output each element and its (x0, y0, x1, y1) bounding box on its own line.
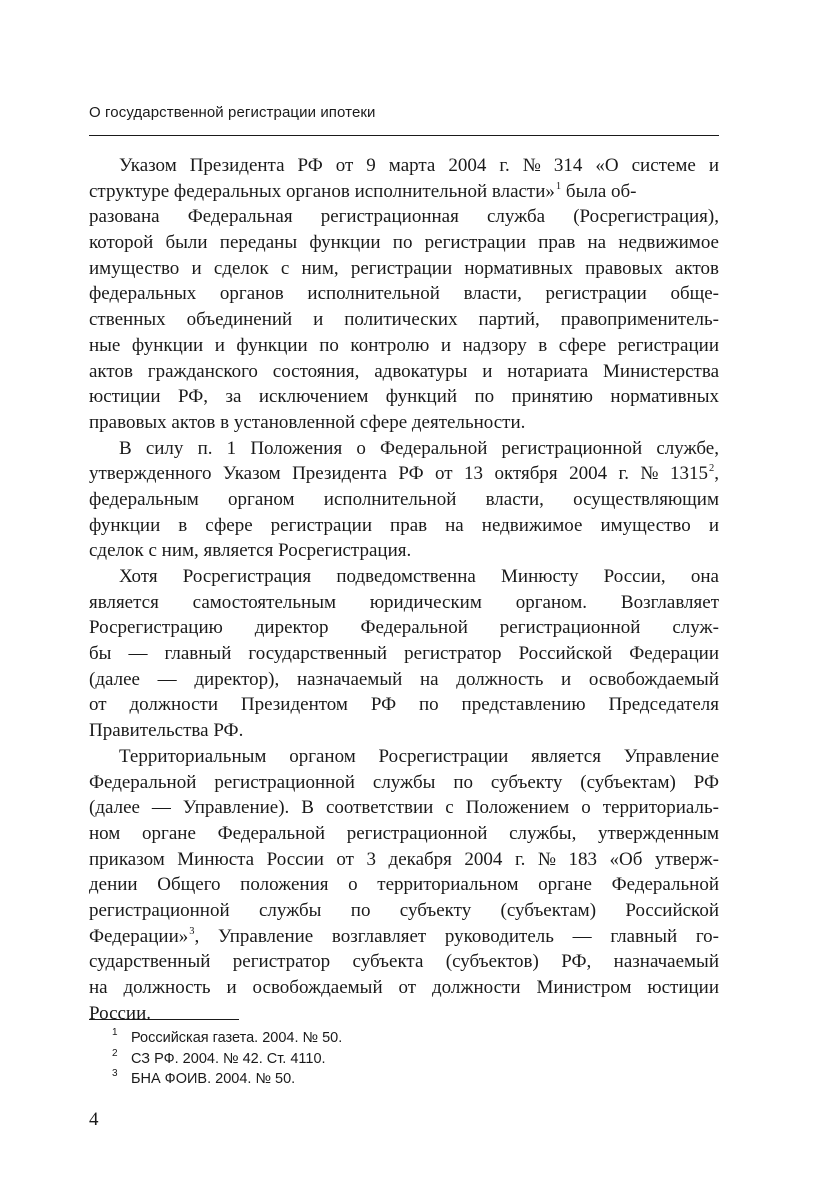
text-line (89, 641, 719, 667)
line-main: утвержденного Указом Президента РФ от 13 октября 2004 г. № 1315 (89, 463, 708, 485)
line-main: ном органе Федеральной регистрационной службы, утвержденным (89, 822, 719, 844)
line-text (89, 898, 719, 924)
line-text (89, 821, 719, 847)
line-main: является самостоятельным юридическим органом. Возглавляет (89, 591, 719, 613)
line-text (89, 1001, 151, 1027)
line-text (89, 487, 719, 513)
text-line (89, 204, 719, 230)
text-line (89, 898, 719, 924)
line-text (89, 538, 411, 564)
line-main: (далее — Управление). В соответствии с Положением о территориаль- (89, 797, 719, 819)
line-text (119, 436, 719, 462)
line-text (89, 410, 525, 436)
line-text (89, 795, 719, 821)
text-line (89, 667, 719, 693)
line-main: Росрегистрацию директор Федеральной регистрационной служ- (89, 617, 719, 639)
line-text (119, 744, 719, 770)
line-main: на должность и освобождаемый от должности Министром юстиции (89, 977, 719, 998)
line-text (89, 333, 719, 359)
text-line (89, 770, 719, 796)
line-text (89, 204, 719, 230)
text-line (89, 744, 719, 770)
line-main: сделок с ним, является Росрегистрация. (89, 540, 412, 562)
line-tail: была об- (561, 180, 637, 202)
line-main: (далее — директор), назначаемый на должность и освобождаемый (89, 668, 719, 690)
footnote-item (89, 1049, 719, 1070)
text-line (89, 821, 719, 847)
text-line (89, 153, 719, 179)
text-line (89, 384, 719, 410)
line-text (89, 949, 719, 975)
line-main: структуре федеральных органов исполнительной власти» (89, 180, 555, 202)
text-line (89, 590, 719, 616)
line-text (89, 461, 719, 490)
line-text (89, 847, 719, 873)
text-line (89, 436, 719, 462)
line-main: Указом Президента РФ от 9 марта 2004 г. № 314 «О системе и (119, 155, 719, 176)
text-line (89, 179, 719, 205)
line-main: разована Федеральная регистрационная служба (Росрегистрация), (89, 206, 719, 228)
line-main: Правительства РФ. (89, 720, 244, 742)
footnote-separator (89, 1019, 239, 1020)
text-line (89, 615, 719, 641)
text-line (89, 410, 719, 436)
line-text (89, 770, 719, 796)
line-main: Территориальным органом Росрегистрации является Управление (119, 745, 719, 767)
footnote-ref: 3 (189, 925, 195, 937)
line-text (89, 307, 719, 333)
body-text (89, 153, 719, 1026)
line-main: бы — главный государственный регистратор Российской Федерации (89, 643, 719, 665)
text-line (89, 256, 719, 282)
line-main: юстиции РФ, за исключением функций по принятию нормативных (89, 386, 719, 408)
text-line (89, 924, 719, 950)
text-line (89, 461, 719, 487)
text-line (89, 281, 719, 307)
line-main: функции в сфере регистрации прав на недвижимое имущество и (89, 514, 719, 536)
line-main: от должности Президентом РФ по представлению Председателя (89, 694, 719, 716)
line-text (89, 590, 719, 616)
line-text (89, 256, 719, 282)
header-rule (89, 135, 719, 136)
line-text (89, 513, 719, 539)
running-title: О государственной регистрации ипотеки (89, 104, 376, 121)
text-line (89, 333, 719, 359)
line-text (89, 230, 719, 256)
footnote-number: 3 (112, 1068, 118, 1079)
text-line (89, 872, 719, 898)
line-main: которой были переданы функции по регистрации прав на недвижимое (89, 232, 719, 254)
page-number: 4 (89, 1109, 99, 1130)
line-main: правовых актов в установленной сфере деятельности. (89, 411, 526, 433)
line-main: федеральным органом исполнительной власти, осуществляющим (89, 488, 719, 510)
text-line (89, 487, 719, 513)
line-text (89, 924, 719, 953)
text-line (89, 538, 719, 564)
footnote-ref: 2 (709, 463, 715, 475)
footnote-text: СЗ РФ. 2004. № 42. Ст. 4110. (131, 1050, 326, 1067)
text-line (89, 359, 719, 385)
line-text (89, 359, 719, 385)
footnote-ref: 1 (555, 180, 562, 192)
footnote-item (89, 1069, 719, 1090)
line-main: актов гражданского состояния, адвокатуры и нотариата Министерства (89, 360, 719, 382)
line-tail: , Управление возглавляет руководитель — главный го- (194, 925, 719, 947)
line-main: федеральных органов исполнительной власти, регистрации обще- (89, 283, 719, 305)
line-main: В силу п. 1 Положения о Федеральной регистрационной службе, (119, 437, 719, 459)
line-text (89, 641, 719, 667)
line-text (89, 667, 719, 693)
text-line (89, 1001, 719, 1027)
line-text (89, 615, 719, 641)
line-main: ственных объединений и политических партий, правоприменитель- (89, 309, 719, 331)
line-text (89, 384, 719, 410)
line-tail: , (714, 463, 719, 485)
line-main: приказом Минюста России от 3 декабря 2004 г. № 183 «Об утверж- (89, 848, 719, 870)
text-line (89, 230, 719, 256)
footnote-text: БНА ФОИВ. 2004. № 50. (131, 1071, 296, 1087)
footnote-number: 1 (112, 1027, 118, 1038)
text-line (89, 692, 719, 718)
line-main: Федерации» (89, 925, 189, 947)
footnotes (89, 1028, 719, 1090)
line-main: дении Общего положения о территориальном органе Федеральной (89, 874, 719, 896)
footnote-item (89, 1028, 719, 1049)
text-line (89, 718, 719, 744)
line-main: регистрационной службы по субъекту (субъектам) Российской (89, 899, 719, 921)
line-main: сударственный регистратор субъекта (субъектов) РФ, назначаемый (89, 951, 719, 973)
footnote-text: Российская газета. 2004. № 50. (131, 1030, 343, 1046)
line-main: Хотя Росрегистрация подведомственна Минюсту России, она (119, 566, 719, 587)
text-line (89, 847, 719, 873)
footnote-number: 2 (112, 1047, 118, 1059)
line-text (89, 281, 719, 307)
text-line (89, 307, 719, 333)
line-main: ные функции и функции по контролю и надзору в сфере регистрации (89, 334, 719, 356)
line-text (119, 153, 719, 179)
text-line (89, 975, 719, 1001)
line-text (89, 718, 243, 744)
text-line (89, 564, 719, 590)
line-text (119, 564, 719, 590)
line-text (89, 692, 719, 718)
line-text (89, 179, 637, 208)
line-main: России. (89, 1002, 152, 1024)
text-line (89, 513, 719, 539)
line-text (89, 872, 719, 898)
line-main: Федеральной регистрационной службы по субъекту (субъектам) РФ (89, 771, 719, 793)
text-line (89, 795, 719, 821)
line-main: имущество и сделок с ним, регистрации нормативных правовых актов (89, 257, 719, 279)
line-text (89, 975, 719, 1001)
text-line (89, 949, 719, 975)
